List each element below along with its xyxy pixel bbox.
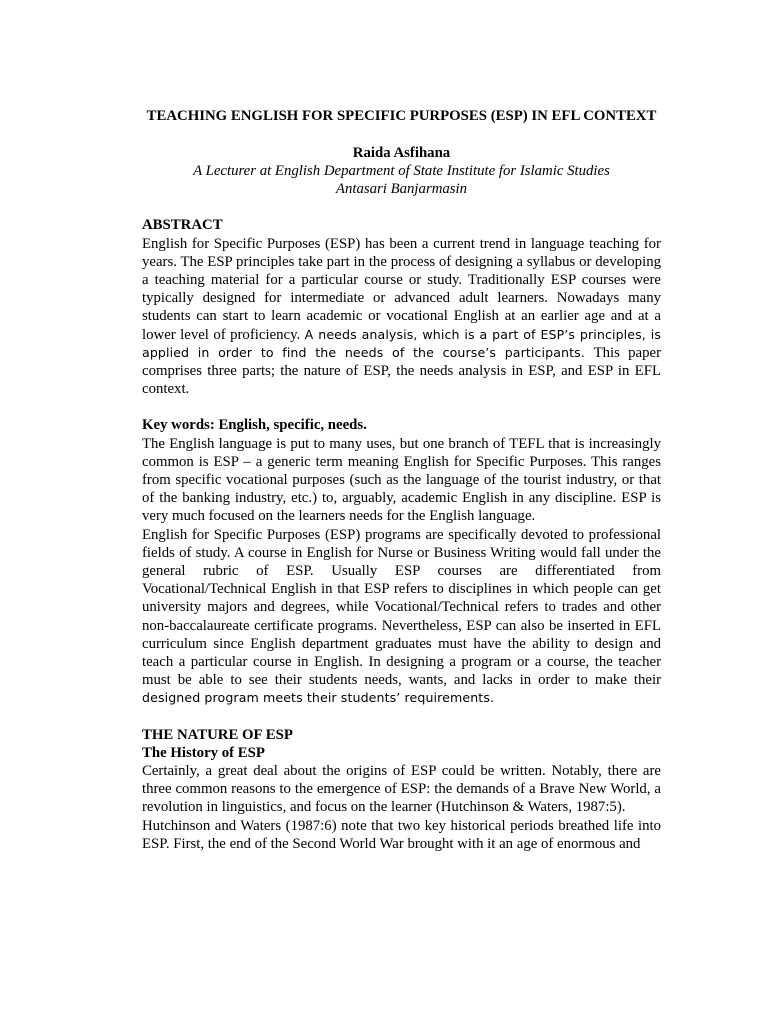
- intro-paragraph-2: [142, 526, 661, 708]
- document-body: [142, 107, 661, 853]
- abstract-heading: ABSTRACT: [142, 217, 223, 234]
- author-affiliation-line-1: A Lecturer at English Department of State Institute for Islamic Studies: [193, 162, 610, 179]
- intro-paragraph-2-main: English for Specific Purposes (ESP) programs are specifically devoted to professional fields of study. A course in English for Nurse or Business Writing would fall under the general rubric of ESP. Usually ESP courses are differentiated from Vocational/Technical English in that ESP refers to disciplines in which people can get university majors and degrees, while Vocational/Technical refers to trades and other non-baccalaureate certificate programs. Nevertheless, ESP can also be inserted in EFL curriculum since English department graduates must have the ability to design and teach a particular course in English. In designing a program or a course, the teacher must be able to see their students needs, wants, and lacks in order to make their: [142, 526, 661, 689]
- paper-title: TEACHING ENGLISH FOR SPECIFIC PURPOSES (ESP) IN EFL CONTEXT: [146, 108, 657, 124]
- subsection-heading-history-of-esp: The History of ESP: [142, 744, 265, 761]
- intro-paragraph-2-tail: designed program meets their students’ requirements.: [142, 690, 495, 706]
- abstract-text-part-3: This paper comprises three parts; the nature of ESP, the needs analysis in ESP, and ESP in EFL context.: [142, 344, 661, 398]
- abstract-text-part-1: English for Specific Purposes (ESP) has been a current trend in language teaching for years. The ESP principles take part in the process of designing a syllabus or developing a teaching material for a particular course or study. Traditionally ESP courses were typically designed for intermediate or advanced adult learners. Nowadays many students can start to learn academic or vocational English at an earlier age and at a lower level of proficiency.: [142, 235, 661, 343]
- history-paragraph-1: Certainly, a great deal about the origins of ESP could be written. Notably, there are three common reasons to the emergence of ESP: the demands of a Brave New World, a revolution in linguistics, and focus on the learner (Hutchinson & Waters, 1987:5).: [142, 763, 661, 816]
- abstract-text-part-2: A needs analysis, which is a part of ESP’s principles, is applied in order to find the needs of the course’s participants.: [142, 326, 661, 360]
- section-heading-nature-of-esp: THE NATURE OF ESP: [142, 726, 293, 743]
- author-affiliation-line-2: Antasari Banjarmasin: [335, 181, 468, 198]
- history-paragraph-2: Hutchinson and Waters (1987:6) note that two key historical periods breathed life into ESP. First, the end of the Second World War brought with it an age of enormous and: [142, 817, 661, 852]
- author-name: Raida Asfihana: [352, 144, 451, 161]
- intro-paragraph-1: The English language is put to many uses, but one branch of TEFL that is increasingly common is ESP – a generic term meaning English for Specific Purposes. This ranges from specific vocational purposes (such as the language of the tourist industry, or that of the banking industry, etc.) to, arguably, academic English in any discipline. ESP is very much focused on the learners needs for the English language.: [142, 435, 661, 525]
- abstract-text: [142, 235, 661, 399]
- keywords: Key words: English, specific, needs.: [142, 417, 367, 434]
